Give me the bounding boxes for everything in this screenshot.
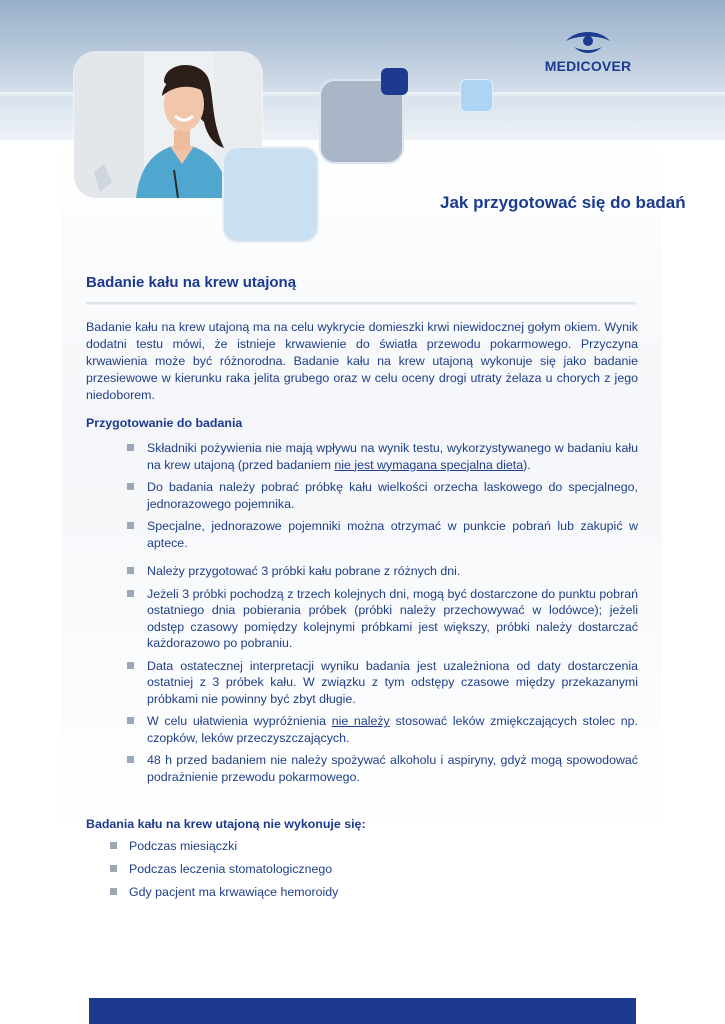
intro-paragraph: Badanie kału na krew utajoną ma na celu wykrycie domieszki krwi niewidocznej gołym okiem. Wynik dodatni testu mówi, że istnieje krwawienie do światła przewodu pokarmowego. Przyczyna krwawienia może być różnorodna. Badanie kału na krew utajoną wykonuje się jako badanie przesiewowe w kierunku raka jelita grubego oraz w celu oceny drogi utraty żelaza u chorych z jego niedoborem. — [86, 320, 638, 402]
list-item: Podczas miesiączki — [129, 838, 529, 855]
bullet-icon — [127, 444, 134, 451]
bullet-icon — [127, 590, 134, 597]
divider — [86, 302, 636, 305]
list-item: Jeżeli 3 próbki pochodzą z trzech kolejnych dni, mogą być dostarczone do punktu pobrań ostatniego dnia pobierania próbek (próbki należy przechowywać w lodówce); jeżeli odstęp czasowy pomiędzy kolejnymi próbkami jest większy, próbki należy dostarczać każdorazowo po pobraniu. — [147, 586, 638, 652]
medicover-logo-icon — [538, 27, 638, 59]
list-item: Gdy pacjent ma krwawiące hemoroidy — [129, 884, 529, 901]
contraindications-heading: Badania kału na krew utajoną nie wykonuje się: — [86, 817, 366, 831]
bullet-icon — [127, 717, 134, 724]
bullet-icon — [110, 888, 117, 895]
footer-bar — [89, 998, 636, 1024]
section-title: Badanie kału na krew utajoną — [86, 274, 297, 291]
decor-square-dark-blue — [381, 68, 408, 95]
document-title: Jak przygotować się do badań — [440, 193, 686, 212]
underlined-text: nie jest wymagana specjalna dieta — [334, 457, 524, 472]
logo-text: MEDICOVER — [544, 58, 632, 74]
medicover-logo — [538, 27, 638, 77]
list-item: Specjalne, jednorazowe pojemniki można otrzymać w punkcie pobrań lub zakupić w aptece. — [147, 518, 638, 551]
bullet-icon — [127, 522, 134, 529]
list-item: 48 h przed badaniem nie należy spożywać alkoholu i aspiryny, gdyż mogą spowodować podrażnienie przewodu pokarmowego. — [147, 752, 638, 785]
list-item: Podczas leczenia stomatologicznego — [129, 861, 529, 878]
bullet-icon — [127, 662, 134, 669]
bullet-icon — [110, 842, 117, 849]
decor-square-light-blue — [222, 146, 319, 243]
decor-square-small-light-blue — [460, 79, 493, 112]
list-item: Składniki pożywienia nie mają wpływu na wynik testu, wykorzystywanego w badaniu kału na krew utajoną (przed badaniem nie jest wymagana specjalna dieta). — [147, 440, 638, 473]
list-item: Data ostatecznej interpretacji wyniku badania jest uzależniona od daty dostarczenia ostatniej z 3 próbek kału. W związku z tym odstępy czasowe między przekazanymi próbkami nie powinny być zbyt długie. — [147, 658, 638, 708]
list-item: W celu ułatwienia wypróżnienia nie należy stosować leków zmiękczających stolec np. czopków, leków przeczyszczających. — [147, 713, 638, 746]
bullet-icon — [127, 756, 134, 763]
list-item: Należy przygotować 3 próbki kału pobrane z różnych dni. — [147, 563, 638, 580]
bullet-icon — [127, 483, 134, 490]
preparation-list — [147, 440, 638, 791]
list-item: Do badania należy pobrać próbkę kału wielkości orzecha laskowego do specjalnego, jednorazowego pojemnika. — [147, 479, 638, 512]
underlined-text: nie należy — [331, 714, 390, 728]
contraindications-list — [129, 838, 529, 907]
bullet-icon — [110, 865, 117, 872]
preparation-heading: Przygotowanie do badania — [86, 416, 243, 430]
bullet-icon — [127, 567, 134, 574]
